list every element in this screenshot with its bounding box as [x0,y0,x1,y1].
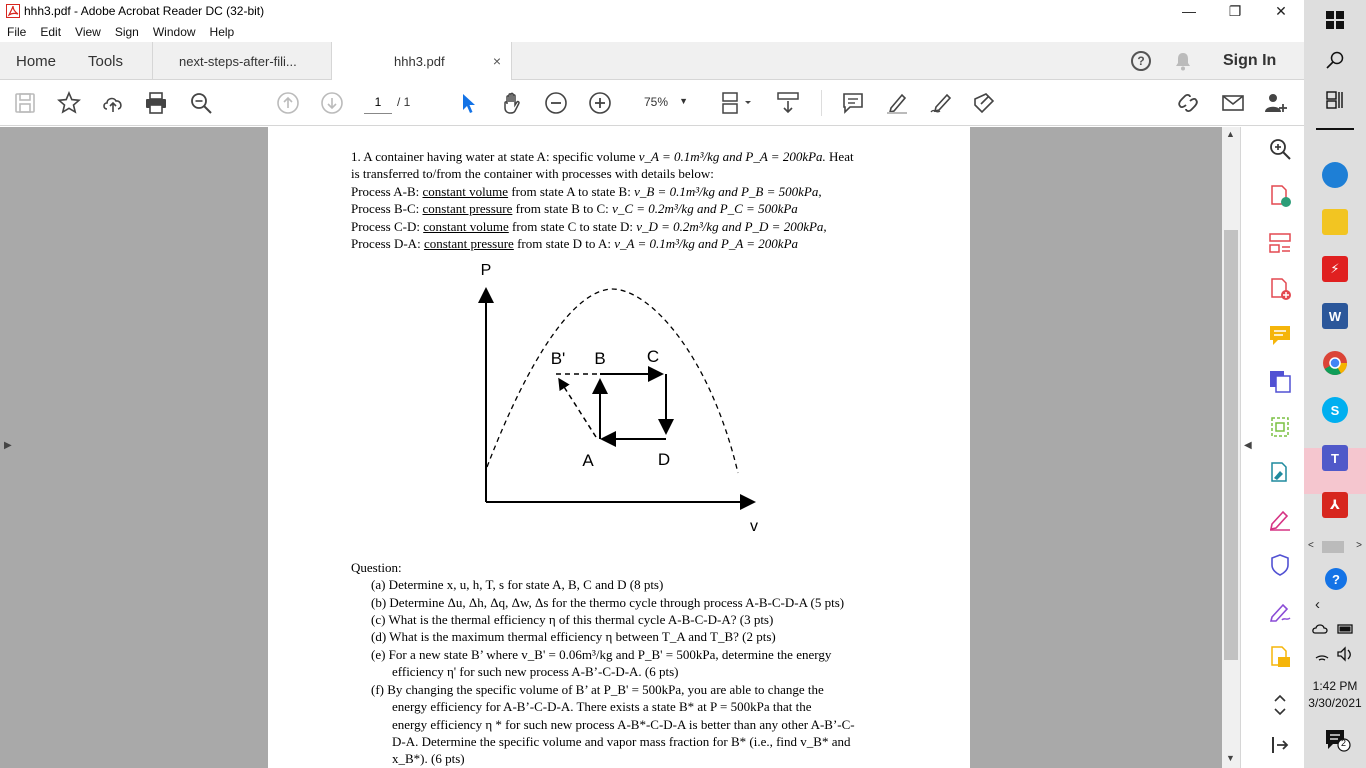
help-button[interactable]: ? [1131,51,1151,71]
export-pdf-icon[interactable] [1268,184,1292,208]
question-f-line1: (f) By changing the specific volume of B’ at P_B' = 500kPa, you are able to change the [371,682,824,697]
left-panel-toggle-icon[interactable]: ▶ [4,440,12,451]
question-f-line3: energy efficiency η * for such new process A-B*-C-D-A is better than any other A-B’-C- [392,717,855,732]
process-label: Process A-B: [351,184,423,199]
clock-date: 3/30/2021 [1308,696,1362,710]
tray-scroll[interactable] [1306,540,1364,554]
acrobat-taskbar-icon[interactable]: ⅄ [1322,492,1348,518]
state-b-label: B [594,349,606,368]
file-explorer-icon[interactable] [1322,209,1348,235]
tab-document-label: hhh3.pdf [394,54,445,69]
create-pdf-icon[interactable] [1268,277,1292,301]
close-window-button[interactable]: ✕ [1275,2,1287,19]
question-e-line2: efficiency η' for such new process A-B’-C-D-A. (6 pts) [392,664,679,679]
process-detail: from state A to state B: [508,184,635,199]
select-cursor-icon[interactable] [456,91,480,115]
help-tray-icon[interactable]: ? [1325,568,1347,590]
close-tab-button[interactable]: × [492,53,501,69]
state-bprime-label: B' [550,349,566,368]
process-label: Process B-C: [351,201,423,216]
process-math: v_B = 0.1m³/kg and P_B = 500kPa, [634,184,822,199]
previous-page-icon[interactable] [276,91,300,115]
process-line-cd [351,219,827,235]
protect-shield-icon[interactable] [1268,553,1292,577]
state-c-label: C [646,347,660,366]
scroll-up-icon[interactable]: ▲ [1226,129,1235,139]
process-line-da [351,236,798,252]
hand-tool-icon[interactable] [500,91,524,115]
organize-pages-icon[interactable] [1268,231,1292,255]
notification-center-icon[interactable] [1324,728,1352,752]
pv-diagram [470,255,780,540]
upload-cloud-icon[interactable] [101,91,125,115]
tab-tools[interactable]: Tools [88,53,124,70]
system-clock[interactable] [1304,678,1366,712]
process-type: constant volume [423,219,509,234]
saturation-dome [487,289,738,473]
highlight-pen-icon[interactable] [885,91,909,115]
intro-math: v_A = 0.1m³/kg and P_A = 200kPa. [638,149,826,164]
page-number-input[interactable]: 1 [364,92,392,114]
teams-icon[interactable]: T [1322,445,1348,471]
email-icon[interactable] [1221,91,1245,115]
sign-in-button[interactable]: Sign In [1223,52,1277,69]
process-math: v_D = 0.2m³/kg and P_D = 200kPa, [636,219,827,234]
tray-scroll-left-icon[interactable]: < [1308,540,1314,551]
menu-sign[interactable]: Sign [114,25,139,39]
question-f-line5: x_B*). (6 pts) [392,751,465,766]
v-axis-label: v [750,518,758,535]
acrobat-app-icon [6,4,20,18]
tab-bar [0,42,1304,80]
notification-bell-icon[interactable] [1174,51,1192,71]
question-f-line2: energy efficiency for A-B’-C-D-A. There exists a state B* at P = 500kPa that the [392,699,812,714]
process-ab-prime-line [559,379,596,437]
question-a: (a) Determine x, u, h, T, s for state A, B, C and D (8 pts) [371,577,664,592]
menu-edit[interactable]: Edit [40,25,62,39]
zoom-search-icon[interactable] [189,91,213,115]
zoom-tool-icon[interactable] [1268,137,1292,161]
next-page-icon[interactable] [320,91,344,115]
process-label: Process D-A: [351,236,424,251]
tab-document-next-steps[interactable] [152,42,332,80]
menu-file[interactable]: File [7,25,27,39]
right-panel-toggle-icon[interactable]: ◀ [1244,440,1252,451]
tray-scroll-thumb[interactable] [1322,541,1344,553]
process-type: constant pressure [422,201,513,216]
p-axis-label: P [480,262,492,279]
draw-pen-icon[interactable] [929,91,953,115]
window-title: hhh3.pdf - Adobe Acrobat Reader DC (32-bit) [24,4,265,18]
fill-sign-icon[interactable] [972,91,996,115]
zoom-out-icon[interactable] [544,91,568,115]
process-line-bc [351,201,798,217]
word-icon[interactable]: W [1322,303,1348,329]
compress-pdf-icon[interactable] [1268,415,1292,439]
process-detail: from state D to A: [513,236,615,251]
state-a-label: A [582,451,594,470]
save-icon[interactable] [13,91,37,115]
problem-intro-line1 [351,149,854,165]
expand-pane-icon[interactable] [1268,733,1292,757]
edge-browser-icon[interactable] [1322,162,1348,188]
send-for-comments-icon[interactable] [1268,645,1292,669]
task-view-icon[interactable] [1325,91,1345,109]
print-icon[interactable] [144,91,168,115]
share-link-icon[interactable] [1176,91,1200,115]
chevron-left-icon[interactable]: ‹ [1315,596,1320,613]
scrollbar-thumb[interactable] [1224,230,1238,660]
request-signature-icon[interactable] [1268,599,1292,623]
skype-icon[interactable]: S [1322,397,1348,423]
menu-view[interactable]: View [75,25,101,39]
process-detail: from state C to state D: [508,219,637,234]
comment-icon[interactable] [841,91,865,115]
intro-end-text: Heat [829,149,854,164]
taskbar-divider [1316,128,1354,130]
question-heading: Question: [351,560,402,575]
zoom-level-dropdown[interactable] [632,92,698,114]
question-c: (c) What is the thermal efficiency η of this thermal cycle A-B-C-D-A? (3 pts) [371,612,774,627]
question-f-line4: D-A. Determine the specific volume and vapor mass fraction for B* (i.e., find v_B* and [392,734,851,749]
menu-help[interactable]: Help [209,25,235,39]
scroll-mode-icon[interactable] [776,91,800,115]
wifi-volume-icons[interactable] [1314,646,1354,662]
bookmark-star-icon[interactable] [57,91,81,115]
maximize-button[interactable]: ❐ [1228,2,1242,19]
scroll-down-icon[interactable]: ▼ [1226,753,1235,763]
menu-window[interactable]: Window [152,25,196,39]
zoom-in-icon[interactable] [588,91,612,115]
process-label: Process C-D: [351,219,424,234]
question-d: (d) What is the maximum thermal efficiency η between T_A and T_B? (2 pts) [371,629,776,644]
tab-home[interactable]: Home [16,53,57,70]
page-display-icon[interactable] [720,91,754,115]
add-user-icon[interactable] [1264,91,1288,115]
minimize-button[interactable]: — [1182,3,1196,19]
process-math: v_A = 0.1m³/kg and P_A = 200kPa [614,236,799,251]
comment-tool-icon[interactable] [1268,323,1292,347]
process-math: v_C = 0.2m³/kg and P_C = 500kPa [612,201,798,216]
intro-text: 1. A container having water at state A: specific volume [351,149,639,164]
red-app-icon[interactable]: ⚡ [1322,256,1348,282]
title-bar [0,0,1304,22]
zoom-level-value: 75% [644,95,669,109]
onedrive-battery-icons[interactable] [1312,622,1356,636]
document-scrollbar[interactable] [1222,127,1240,768]
state-d-label: D [657,450,671,469]
fill-and-sign-icon[interactable] [1268,507,1292,531]
combine-files-icon[interactable] [1268,369,1292,393]
process-type: constant pressure [423,236,514,251]
taskbar-search-icon[interactable] [1326,51,1344,69]
windows-start-icon[interactable] [1326,11,1344,29]
question-b: (b) Determine Δu, Δh, Δq, Δw, Δs for the thermo cycle through process A-B-C-D-A (5 pts) [371,595,845,610]
toolbar-divider [821,90,822,116]
menu-bar [0,22,1304,42]
page-total: / 1 [397,95,411,109]
question-e-line1: (e) For a new state B’ where v_B' = 0.06m³/kg and P_B' = 500kPa, determine the energy [371,647,832,662]
edit-pdf-icon[interactable] [1268,461,1292,485]
process-detail: from state B to C: [512,201,613,216]
tab-document-label: next-steps-after-fili... [179,54,297,69]
more-tools-icon[interactable] [1268,693,1292,717]
chevron-down-icon: ▼ [679,96,688,106]
clock-time: 1:42 PM [1312,679,1358,693]
problem-intro-line2: is transferred to/from the container with processes with details below: [351,166,714,181]
chrome-icon[interactable] [1322,350,1348,376]
process-line-ab [351,184,822,200]
notification-count: 2 [1341,738,1347,748]
tray-scroll-right-icon[interactable]: > [1356,540,1362,551]
process-type: constant volume [422,184,509,199]
tab-document-hhh3[interactable] [332,42,512,81]
